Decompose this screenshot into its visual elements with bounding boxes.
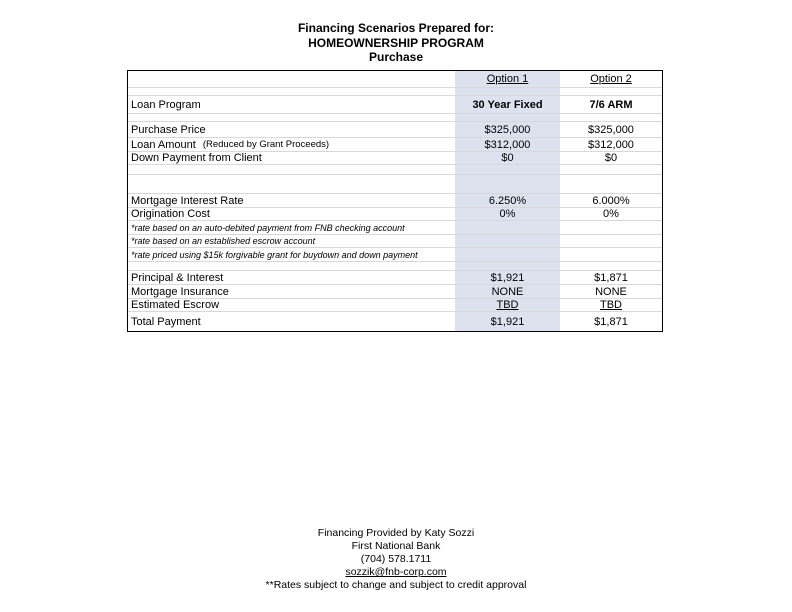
table-row-data — [128, 138, 662, 152]
option2-cell — [560, 122, 662, 137]
option1-cell — [455, 152, 560, 164]
table-row-data — [128, 299, 662, 312]
row-label-cell — [128, 175, 455, 193]
option1-value: NONE — [491, 285, 524, 298]
option1-value: $312,000 — [484, 138, 531, 151]
option1-cell — [455, 235, 560, 247]
option1-value: 0% — [499, 208, 516, 220]
row-label-cell — [128, 299, 455, 311]
contact-bank: First National Bank — [351, 540, 441, 552]
table-row-data — [128, 271, 662, 285]
option2-cell — [560, 312, 662, 331]
row-label-cell — [128, 235, 455, 247]
option1-cell — [455, 165, 560, 174]
row-label-cell — [128, 208, 455, 220]
option1-cell — [455, 138, 560, 151]
row-label: *rate priced using $15k forgivable grant for buydown and down payment — [131, 249, 418, 260]
contact-footer — [0, 527, 792, 592]
table-row-data — [128, 194, 662, 208]
row-label: Mortgage Interest Rate — [131, 194, 244, 207]
title-line-1: Financing Scenarios Prepared for: — [297, 21, 495, 35]
row-label-cell — [128, 96, 455, 113]
option1-value: $1,921 — [490, 271, 525, 284]
table-row-data — [128, 312, 662, 331]
row-label-cell — [128, 262, 455, 270]
table-row-data — [128, 122, 662, 138]
option2-value: $1,871 — [594, 315, 628, 328]
option1-cell — [455, 262, 560, 270]
row-label-cell — [128, 221, 455, 234]
option1-cell — [455, 96, 560, 113]
contact-name: Financing Provided by Katy Sozzi — [317, 527, 475, 539]
option2-cell — [560, 208, 662, 220]
table-row-header — [128, 71, 662, 88]
row-label: Down Payment from Client — [131, 152, 262, 164]
option1-cell — [455, 208, 560, 220]
table-row-note — [128, 235, 662, 248]
option1-cell — [455, 271, 560, 284]
title-line-2: HOMEOWNERSHIP PROGRAM — [308, 35, 484, 50]
row-label: *rate based on an established escrow account — [131, 236, 316, 246]
option2-value: TBD — [600, 299, 622, 311]
option1-value: 6.250% — [488, 194, 527, 207]
option1-cell — [455, 122, 560, 137]
table-row-data — [128, 285, 662, 299]
option2-value: 7/6 ARM — [589, 98, 633, 111]
row-label: Total Payment — [131, 315, 201, 328]
contact-email-link[interactable]: sozzik@fnb-corp.com — [345, 566, 447, 578]
option2-value: $312,000 — [588, 138, 634, 151]
table-row-note — [128, 248, 662, 262]
row-label-cell — [128, 71, 455, 87]
option2-cell — [560, 175, 662, 193]
option2-cell — [560, 299, 662, 311]
option2-cell — [560, 96, 662, 113]
option1-cell — [455, 175, 560, 193]
option2-cell — [560, 262, 662, 270]
row-label-cell — [128, 114, 455, 121]
option1-cell — [455, 71, 560, 87]
option2-cell — [560, 152, 662, 164]
row-label-cell — [128, 312, 455, 331]
row-label-cell — [128, 285, 455, 298]
option2-cell — [560, 285, 662, 298]
row-label: Loan Amount — [131, 138, 196, 151]
option1-cell — [455, 248, 560, 261]
row-label-cell — [128, 138, 455, 151]
row-label-cell — [128, 271, 455, 284]
rates-disclaimer: **Rates subject to change and subject to credit approval — [265, 579, 527, 591]
option2-cell — [560, 114, 662, 121]
option2-value: 6.000% — [592, 194, 630, 207]
page-title — [0, 21, 792, 65]
option1-value: 30 Year Fixed — [472, 98, 543, 111]
row-label-cell — [128, 122, 455, 137]
row-label-cell — [128, 88, 455, 95]
option2-cell — [560, 71, 662, 87]
option1-cell — [455, 285, 560, 298]
table-row-data — [128, 152, 662, 165]
contact-phone: (704) 578.1711 — [360, 553, 432, 565]
option2-cell — [560, 138, 662, 151]
option2-cell — [560, 248, 662, 261]
table-row-note — [128, 221, 662, 235]
option2-cell — [560, 221, 662, 234]
table-row-blank — [128, 88, 662, 96]
row-label: Loan Program — [131, 98, 201, 111]
row-label-cell — [128, 165, 455, 174]
option2-cell — [560, 194, 662, 207]
table-row-blank — [128, 165, 662, 175]
option2-cell — [560, 235, 662, 247]
option2-value: Option 2 — [590, 73, 632, 85]
option1-value: TBD — [496, 299, 519, 311]
option1-cell — [455, 299, 560, 311]
row-label: Estimated Escrow — [131, 299, 220, 311]
option1-value: $325,000 — [484, 123, 531, 136]
row-label: Origination Cost — [131, 208, 210, 220]
option2-value: NONE — [595, 285, 627, 298]
option2-cell — [560, 165, 662, 174]
option1-cell — [455, 312, 560, 331]
option1-cell — [455, 194, 560, 207]
table-row-blank — [128, 262, 662, 271]
row-label-sub: (Reduced by Grant Proceeds) — [202, 139, 330, 150]
table-row-blank — [128, 114, 662, 122]
option1-cell — [455, 88, 560, 95]
option2-value: $1,871 — [594, 271, 628, 284]
option1-value: Option 1 — [486, 73, 529, 85]
table-row-blank — [128, 175, 662, 194]
table-row-data — [128, 208, 662, 221]
option2-cell — [560, 271, 662, 284]
option1-value: $0 — [501, 152, 514, 164]
row-label-cell — [128, 152, 455, 164]
option1-cell — [455, 114, 560, 121]
row-label: Principal & Interest — [131, 271, 224, 284]
option2-cell — [560, 88, 662, 95]
row-label-cell — [128, 248, 455, 261]
option1-value: $1,921 — [490, 315, 525, 328]
option1-cell — [455, 221, 560, 234]
scenario-table — [127, 70, 663, 332]
row-label: Mortgage Insurance — [131, 285, 229, 298]
row-label-cell — [128, 194, 455, 207]
row-label: Purchase Price — [131, 123, 206, 136]
row-label: *rate based on an auto-debited payment from FNB checking account — [131, 222, 405, 233]
option2-value: $0 — [604, 152, 618, 164]
option2-value: $325,000 — [588, 123, 634, 136]
table-row-data — [128, 96, 662, 114]
title-line-3: Purchase — [368, 50, 424, 64]
option2-value: 0% — [603, 208, 619, 220]
